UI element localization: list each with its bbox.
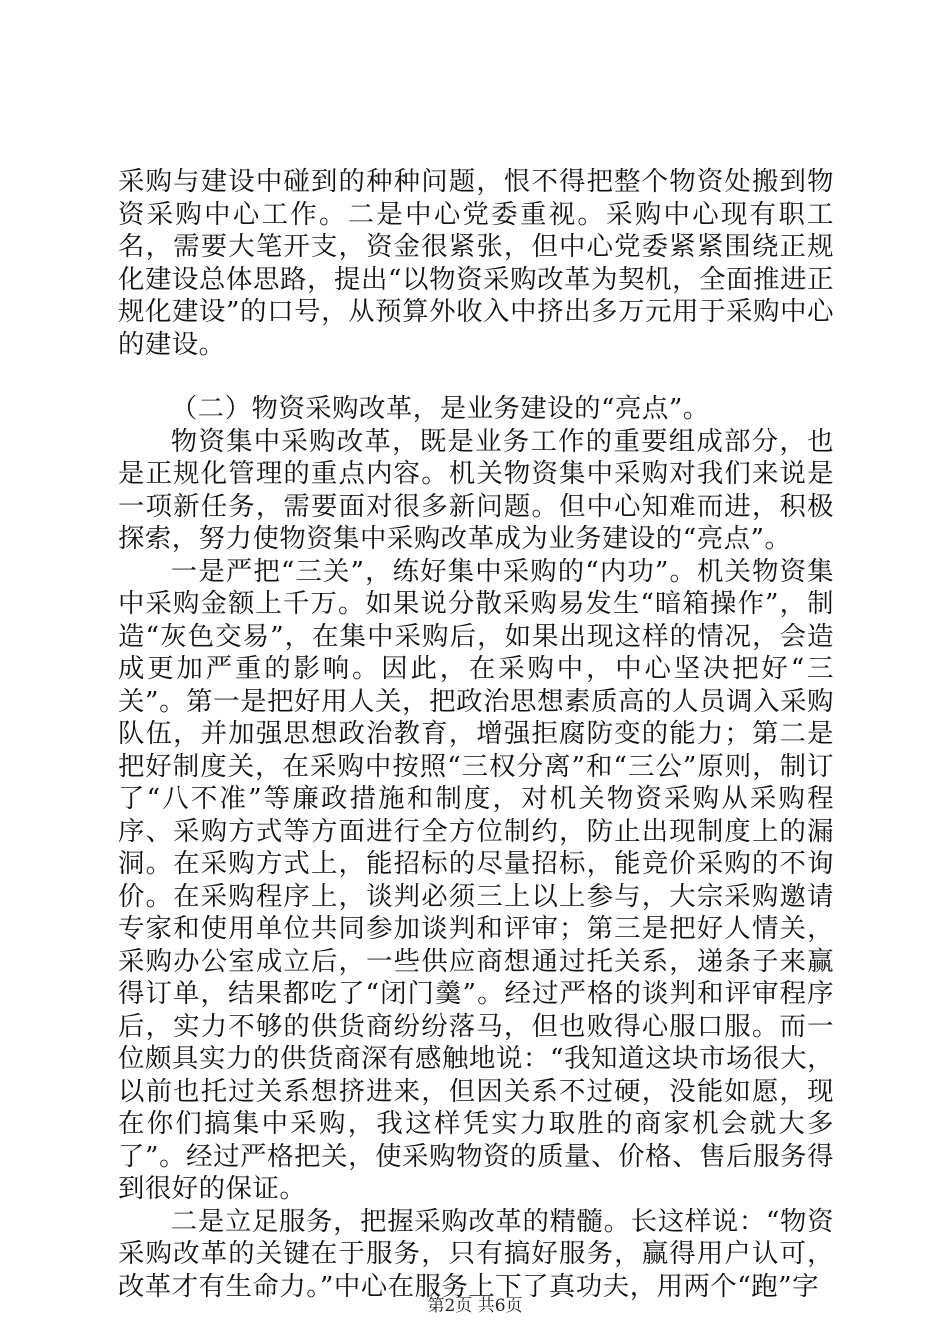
paragraph-point-one: 一是严把“三关”，练好集中采购的“内功”。机关物资集中采购金额上千万。如果说分散采购易发生“暗箱操作”，制造“灰色交易”，在集中采购后，如果出现这样的情况，会造成更加严重的影响。因此，在采购中，中心坚决把好“三关”。第一是把好用人关，把政治思想素质高的人员调入采购队伍，并加强思想政治教育，增强拒腐防变的能力；第二是把好制度关，在采购中按照“三权分离”和“三公”原则，制订了“八不准”等廉政措施和制度，对机关物资采购从采购程序、采购方式等方面进行全方位制约，防止出现制度上的漏洞。在采购方式上，能招标的尽量招标，能竞价采购的不询价。在采购程序上，谈判必须三上以上参与，大宗采购邀请专家和使用单位共同参加谈判和评审；第三是把好人情关，采购办公室成立后，一些供应商想通过托关系，递条子来赢得订单，结果都吃了“闭门羹”。经过严格的谈判和评审程序后，实力不够的供货商纷纷落马，但也败得心服口服。而一位颇具实力的供货商深有感触地说：“我知道这块市场很大，以前也托过关系想挤进来，但因关系不过硬，没能如愿，现在你们搞集中采购，我这样凭实力取胜的商家机会就大多了”。经过严格把关，使采购物资的质量、价格、售后服务得到很好的保证。 <box>118 555 834 1204</box>
page-number-footer: 第2页 共6页 <box>427 1296 523 1316</box>
paragraph-gap <box>118 361 834 393</box>
paragraph-intro: 物资集中采购改革，既是业务工作的重要组成部分，也是正规化管理的重点内容。机关物资集中采购对我们来说是一项新任务，需要面对很多新问题。但中心知难而进，积极探索，努力使物资集中采购改革成为业务建设的“亮点”。 <box>118 425 834 554</box>
paragraph-point-two: 二是立足服务，把握采购改革的精髓。长这样说：“物资采购改革的关键在于服务，只有搞好服务，赢得用户认可，改革才有生命力。”中心在服务上下了真功夫，用两个“跑”字 <box>118 1205 834 1302</box>
section-heading: （二）物资采购改革，是业务建设的“亮点”。 <box>170 393 710 424</box>
document-body <box>118 166 834 1303</box>
paragraph-continuation: 采购与建设中碰到的种种问题，恨不得把整个物资处搬到物资采购中心工作。二是中心党委重视。采购中心现有职工名，需要大笔开支，资金很紧张，但中心党委紧紧围绕正规化建设总体思路，提出“以物资采购改革为契机，全面推进正规化建设”的口号，从预算外收入中挤出多万元用于采购中心的建设。 <box>118 166 834 360</box>
